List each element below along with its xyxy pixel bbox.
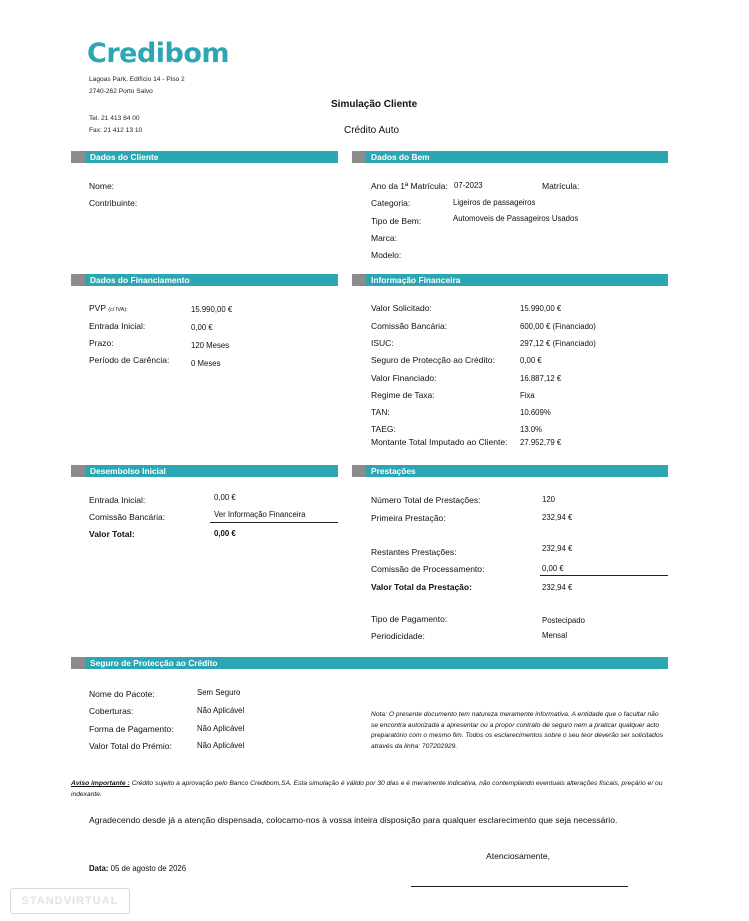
mtic-value: 27.952,79 € bbox=[520, 438, 562, 447]
valor-total-prestacao-label: Valor Total da Prestação: bbox=[371, 582, 472, 592]
info-row-label: TAN: bbox=[371, 407, 390, 417]
tipo-bem-label: Tipo de Bem: bbox=[371, 216, 422, 226]
mtic-label: Montante Total Imputado ao Cliente: bbox=[371, 437, 508, 447]
company-tel: Tel. 21 413 84 00 bbox=[89, 115, 140, 122]
desembolso-total-label: Valor Total: bbox=[89, 529, 135, 539]
numero-prestacoes-label: Número Total de Prestações: bbox=[371, 495, 481, 505]
contribuinte-label: Contribuinte: bbox=[89, 198, 138, 208]
ano-matricula-label: Ano da 1ª Matrícula: bbox=[371, 181, 448, 191]
info-row-value: 13.0% bbox=[520, 425, 543, 434]
info-row-label: Seguro de Protecção ao Crédito: bbox=[371, 355, 495, 365]
section-header-desembolso-inicial: Desembolso Inicial bbox=[71, 465, 338, 477]
premio-value: Não Aplicável bbox=[197, 741, 245, 750]
restantes-prestacoes-label: Restantes Prestações: bbox=[371, 547, 457, 557]
desembolso-divider bbox=[210, 522, 338, 523]
pvp-value: 15.990,00 € bbox=[191, 305, 233, 314]
premio-label: Valor Total do Prémio: bbox=[89, 741, 172, 751]
thanks-text: Agradecendo desde já a atenção dispensada, colocamo-nos à vossa inteira disposição para qualquer esclarecimento que seja necessário. bbox=[89, 815, 618, 825]
nome-label: Nome: bbox=[89, 181, 115, 191]
modelo-label: Modelo: bbox=[371, 250, 402, 260]
forma-pagamento-label: Forma de Pagamento: bbox=[89, 724, 174, 734]
pacote-value: Sem Seguro bbox=[197, 688, 241, 697]
prazo-value: 120 Meses bbox=[191, 341, 230, 350]
section-header-dados-cliente: Dados do Cliente bbox=[71, 151, 338, 163]
pvp-label: PVP (c/ IVA): bbox=[89, 303, 128, 313]
section-header-prestacoes: Prestações bbox=[352, 465, 668, 477]
primeira-prestacao-label: Primeira Prestação: bbox=[371, 513, 446, 523]
prazo-label: Prazo: bbox=[89, 338, 114, 348]
info-row-label: Regime de Taxa: bbox=[371, 390, 435, 400]
closing-text: Atenciosamente, bbox=[486, 851, 551, 861]
comissao-processamento-label: Comissão de Processamento: bbox=[371, 564, 485, 574]
coberturas-label: Coberturas: bbox=[89, 706, 134, 716]
carencia-value: 0 Meses bbox=[191, 359, 221, 368]
document-subtitle: Crédito Auto bbox=[344, 125, 400, 136]
marca-label: Marca: bbox=[371, 233, 397, 243]
company-address-line1: Lagoas Park, Edifício 14 - Piso 2 bbox=[89, 76, 185, 83]
coberturas-value: Não Aplicável bbox=[197, 706, 245, 715]
company-fax: Fax: 21 412 13 10 bbox=[89, 127, 143, 134]
desembolso-comissao-label: Comissão Bancária: bbox=[89, 512, 166, 522]
info-row-value: 10.609% bbox=[520, 408, 551, 417]
valor-total-prestacao-value: 232,94 € bbox=[542, 583, 573, 592]
info-row-label: Valor Financiado: bbox=[371, 373, 437, 383]
section-header-seguro: Seguro de Protecção ao Crédito bbox=[71, 657, 668, 669]
tipo-pagamento-label: Tipo de Pagamento: bbox=[371, 614, 448, 624]
company-address-line2: 2740-262 Porto Salvo bbox=[89, 88, 153, 95]
section-header-informacao-financeira: Informação Financeira bbox=[352, 274, 668, 286]
matricula-label: Matrícula: bbox=[542, 181, 580, 191]
section-header-dados-bem: Dados do Bem bbox=[352, 151, 668, 163]
entrada-value: 0,00 € bbox=[191, 323, 213, 332]
aviso-importante: Aviso importante : Crédito sujeito a aprovação pelo Banco Credibom,SA. Esta simulação é válido por 30 dias e é meramente indicativa, não contemplando eventuais alterações fiscais, preçário e/ ou indexante. bbox=[71, 780, 663, 798]
prestacoes-divider bbox=[540, 575, 668, 576]
info-row-value: 600,00 € (Financiado) bbox=[520, 322, 596, 331]
ano-matricula-value: 07-2023 bbox=[454, 181, 483, 190]
tipo-bem-value: Automoveis de Passageiros Usados bbox=[453, 214, 579, 223]
desembolso-comissao-value: Ver Informação Financeira bbox=[214, 510, 306, 519]
restantes-prestacoes-value: 232,94 € bbox=[542, 544, 573, 553]
info-row-label: Valor Solicitado: bbox=[371, 303, 432, 313]
carencia-label: Período de Carência: bbox=[89, 355, 170, 365]
primeira-prestacao-value: 232,94 € bbox=[542, 513, 573, 522]
info-row-label: TAEG: bbox=[371, 424, 396, 434]
info-row-label: Comissão Bancária: bbox=[371, 321, 448, 331]
info-row-value: 16.887,12 € bbox=[520, 374, 562, 383]
periodicidade-label: Periodicidade: bbox=[371, 631, 425, 641]
date-line: Data: 05 de agosto de 2026 bbox=[89, 864, 187, 873]
tipo-pagamento-value: Postecipado bbox=[542, 616, 585, 625]
document-title: Simulação Cliente bbox=[331, 99, 418, 110]
info-row-label: ISUC: bbox=[371, 338, 394, 348]
standvirtual-watermark: STANDVIRTUAL bbox=[10, 888, 130, 914]
info-row-value: Fixa bbox=[520, 391, 535, 400]
pacote-label: Nome do Pacote: bbox=[89, 689, 155, 699]
categoria-value: Ligeiros de passageiros bbox=[453, 198, 536, 207]
info-row-value: 15.990,00 € bbox=[520, 304, 562, 313]
credibom-logo: Credibom bbox=[87, 38, 230, 69]
comissao-processamento-value: 0,00 € bbox=[542, 564, 564, 573]
desembolso-total-value: 0,00 € bbox=[214, 529, 236, 538]
desembolso-entrada-label: Entrada Inicial: bbox=[89, 495, 146, 505]
signature-line bbox=[411, 886, 628, 887]
desembolso-entrada-value: 0,00 € bbox=[214, 493, 236, 502]
entrada-label: Entrada Inicial: bbox=[89, 321, 146, 331]
periodicidade-value: Mensal bbox=[542, 631, 568, 640]
seguro-note: Nota: O presente documento tem natureza meramente informativa. A entidade que o facultar não se encontra autorizada a apresentar ou a propor contrato de seguro nem a praticar qualquer acto preparatório com o mesmo fim. Todos os esclarecimentos sobre o seu teor deverão ser solicitados através da linha: 707202929. bbox=[371, 711, 663, 750]
info-row-value: 0,00 € bbox=[520, 356, 542, 365]
numero-prestacoes-value: 120 bbox=[542, 495, 556, 504]
info-row-value: 297,12 € (Financiado) bbox=[520, 339, 596, 348]
section-header-dados-financiamento: Dados do Financiamento bbox=[71, 274, 338, 286]
forma-pagamento-value: Não Aplicável bbox=[197, 724, 245, 733]
categoria-label: Categoria: bbox=[371, 198, 411, 208]
